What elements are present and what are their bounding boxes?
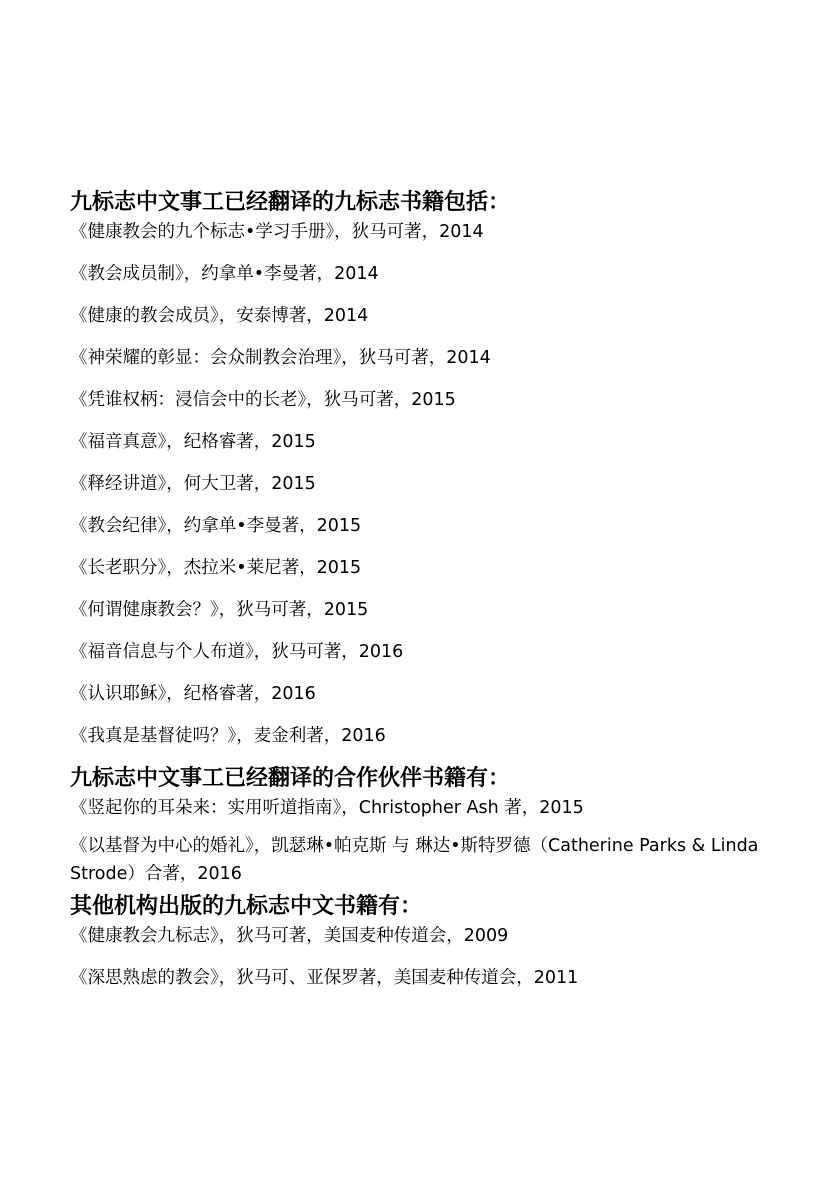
section-heading-nine-marks-books: 九标志中文事工已经翻译的九标志书籍包括： (70, 190, 511, 215)
list-item: 《深思熟虑的教会》，狄马可、亚保罗著，美国麦种传道会，2011 (70, 968, 579, 988)
list-item: 《福音信息与个人布道》，狄马可著，2016 (70, 642, 404, 662)
list-item: 《认识耶稣》，纪格睿著，2016 (70, 684, 316, 704)
document-body (70, 188, 760, 1008)
list-item: 《凭谁权柄：浸信会中的长老》，狄马可著，2015 (70, 390, 456, 410)
list-item: 《何谓健康教会？》，狄马可著，2015 (70, 600, 369, 620)
nine-marks-book-list (70, 220, 760, 764)
list-item: 《长老职分》，杰拉米•莱尼著，2015 (70, 558, 362, 578)
section-heading-partner-books: 九标志中文事工已经翻译的合作伙伴书籍有： (70, 766, 511, 791)
list-item: 《我真是基督徒吗？》，麦金利著，2016 (70, 726, 386, 746)
list-item: 《教会成员制》，约拿单•李曼著，2014 (70, 264, 379, 284)
other-publisher-book-list (70, 924, 760, 1008)
list-item: 《健康的教会成员》，安泰博著，2014 (70, 306, 369, 326)
list-item: 《竖起你的耳朵来：实用听道指南》，Christopher Ash 著，2015 (70, 798, 584, 818)
list-item: 《健康教会的九个标志•学习手册》，狄马可著，2014 (70, 222, 484, 242)
list-item: 《健康教会九标志》，狄马可著，美国麦种传道会，2009 (70, 926, 509, 946)
list-item: 《福音真意》，纪格睿著，2015 (70, 432, 316, 452)
section-heading-other-publishers: 其他机构出版的九标志中文书籍有： (70, 894, 423, 919)
list-item: 《教会纪律》，约拿单•李曼著，2015 (70, 516, 362, 536)
list-item: 《以基督为中心的婚礼》，凯瑟琳•帕克斯 与 琳达•斯特罗德（Catherine Parks & Linda Strode）合著，2016 (70, 836, 759, 884)
list-item: 《神荣耀的彰显：会众制教会治理》，狄马可著，2014 (70, 348, 491, 368)
partner-book-list (70, 796, 760, 884)
list-item: 《释经讲道》，何大卫著，2015 (70, 474, 316, 494)
